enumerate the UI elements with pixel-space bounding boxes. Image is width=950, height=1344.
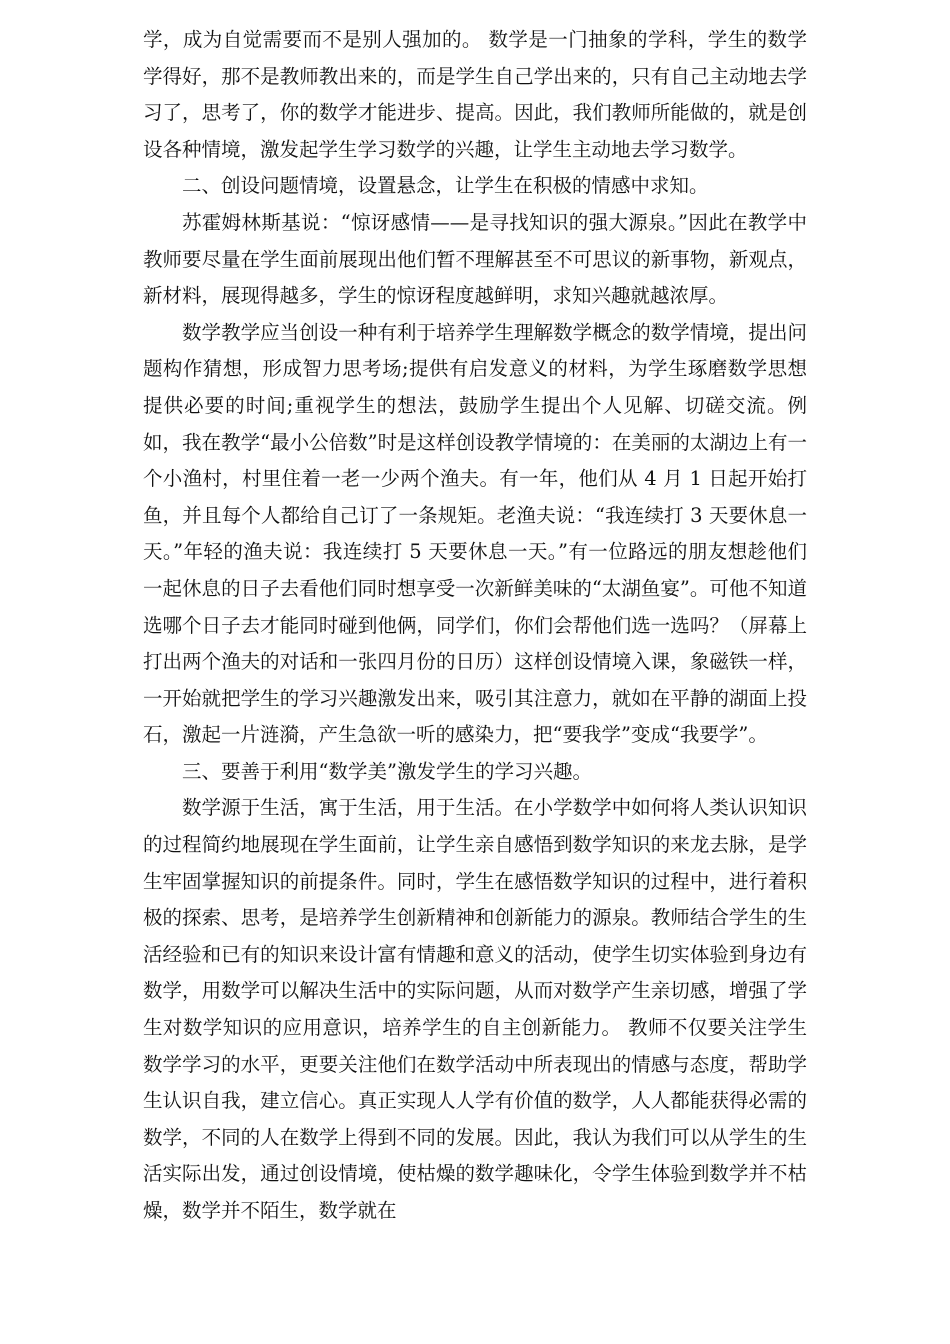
paragraph-math-life: 数学源于生活，寓于生活，用于生活。在小学数学中如何将人类认识知识的过程简约地展现在学生面前，让学生亲自感悟到数学知识的来龙去脉，是学生牢固掌握知识的前提条件。同时，学生在感悟数学知识的过程中，进行着积极的探索、思考，是培养学生创新精神和创新能力的源泉。教师结合学生的生活经验和已有的知识来设计富有情趣和意义的活动，使学生切实体验到身边有数学，用数学可以解决生活中的实际问题，从而对数学产生亲切感，增强了学生对数学知识的应用意识，培养学生的自主创新能力。 教师不仅要关注学生数学学习的水平，更要关注他们在数学活动中所表现出的情感与态度，帮助学生认识自我，建立信心。真正实现人人学有价值的数学，人人都能获得必需的数学，不同的人在数学上得到不同的发展。因此，我认为我们可以从学生的生活实际出发，通过创设情境，使枯燥的数学趣味化，令学生体验到数学并不枯燥，数学并不陌生，数学就在	[143, 796, 807, 1222]
section-heading-2: 二、创设问题情境，设置悬念，让学生在积极的情感中求知。	[182, 174, 709, 198]
paragraph-continued: 学，成为自觉需要而不是别人强加的。 数学是一门抽象的学科，学生的数学学得好，那不是教师教出来的，而是学生自己学出来的，只有自己主动地去学习了，思考了，你的数学才能进步、提高。因此，我们教师所能做的，就是创设各种情境，激发起学生学习数学的兴趣，让学生主动地去学习数学。	[143, 28, 807, 161]
paragraph-quote: 苏霍姆林斯基说：“惊讶感情——是寻找知识的强大源泉。”因此在教学中教师要尽量在学生面前展现出他们暂不理解甚至不可思议的新事物，新观点，新材料，展现得越多，学生的惊讶程度越鲜明，求知兴趣就越浓厚。	[143, 210, 807, 308]
section-heading-3: 三、要善于利用“数学美”激发学生的学习兴趣。	[182, 759, 592, 783]
paragraph-example: 数学教学应当创设一种有利于培养学生理解数学概念的数学情境，提出问题构作猜想，形成智力思考场;提供有启发意义的材料，为学生琢磨数学思想提供必要的时间;重视学生的想法，鼓励学生提出个人见解、切磋交流。例如，我在教学“最小公倍数”时是这样创设教学情境的：在美丽的太湖边上有一个小渔村，村里住着一老一少两个渔夫。有一年，他们从 4 月 1 日起开始打鱼，并且每个人都给自己订了一条规矩。老渔夫说：“我连续打 3 天要休息一天。”年轻的渔夫说：我连续打 5 天要休息一天。”有一位路远的朋友想趁他们一起休息的日子去看他们同时想享受一次新鲜美味的“太湖鱼宴”。可他不知道选哪个日子去才能同时碰到他俩，同学们，你们会帮他们选一选吗？（屏幕上打出两个渔夫的对话和一张四月份的日历）这样创设情境入课，象磁铁一样，一开始就把学生的学习兴趣激发出来，吸引其注意力，就如在平静的湖面上投石，激起一片涟漪，产生急欲一听的感染力，把“要我学”变成“我要学”。	[143, 320, 807, 747]
document-body	[143, 22, 807, 1230]
